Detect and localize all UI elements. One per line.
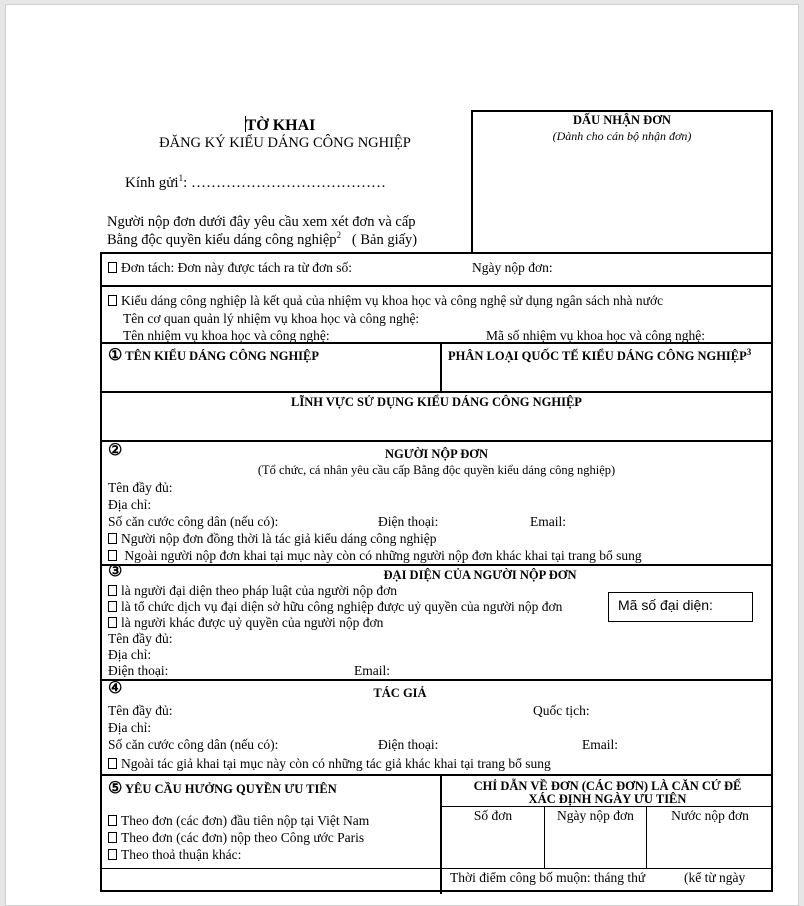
author-phone-label: Điện thoại: xyxy=(378,737,439,752)
option-label: Theo đơn (các đơn) đầu tiên nộp tại Việt Nam xyxy=(121,813,370,828)
checkbox-icon xyxy=(108,295,117,306)
heading-text: PHÂN LOẠI QUỐC TẾ KIỂU DÁNG CÔNG NGHIỆP xyxy=(448,349,747,363)
recipient-blank: : ………………………………… xyxy=(183,175,386,191)
science-agency-label: Tên cơ quan quản lý nhiệm vụ khoa học và công nghệ: xyxy=(123,311,420,326)
applicant-address-label: Địa chỉ: xyxy=(108,497,152,512)
section-number: ④ xyxy=(108,680,123,697)
field-of-use-heading: LĨNH VỰC SỬ DỤNG KIỂU DÁNG CÔNG NGHIỆP xyxy=(291,395,582,409)
option-label: là tổ chức dịch vụ đại diện sở hữu công nghiệp được uỷ quyền của người nộp đơn xyxy=(121,599,563,614)
checkbox-icon xyxy=(108,262,117,273)
checkbox-icon xyxy=(108,550,117,561)
option-label: Theo đơn (các đơn) nộp theo Công ước Paris xyxy=(121,830,365,845)
author-name-label: Tên đầy đủ: xyxy=(108,703,173,718)
priority-vietnam-checkbox[interactable] xyxy=(108,813,369,828)
rep-legal-checkbox[interactable] xyxy=(108,583,397,598)
option-label: là người khác được uỷ quyền của người nộp đơn xyxy=(121,615,384,630)
applicant-note: (Tổ chức, cá nhân yêu cầu cấp Bằng độc quyền kiểu dáng công nghiệp) xyxy=(257,463,616,477)
applicant-heading: NGƯỜI NỘP ĐƠN xyxy=(384,447,488,461)
design-name-heading xyxy=(108,348,319,364)
checkbox-icon xyxy=(108,601,117,612)
applicant-phone-label: Điện thoại: xyxy=(378,514,439,529)
author-address-label: Địa chỉ: xyxy=(108,720,152,735)
priority-ref-heading-2: XÁC ĐỊNH NGÀY ƯU TIÊN xyxy=(528,792,687,806)
request-line-2 xyxy=(107,230,418,248)
paper-option-checkbox[interactable]: ( Bản giấy) xyxy=(351,232,418,248)
priority-ref-heading-1: CHỈ DẪN VỀ ĐƠN (CÁC ĐƠN) LÀ CĂN CỨ ĐỂ xyxy=(473,779,742,793)
priority-paris-checkbox[interactable] xyxy=(108,830,364,845)
late-publication-from: (kể từ ngày xyxy=(684,870,746,885)
split-date-label: Ngày nộp đơn: xyxy=(472,260,553,275)
row-divider xyxy=(100,440,773,442)
rep-ip-service-checkbox[interactable] xyxy=(108,599,562,614)
section-number: ③ xyxy=(108,563,123,580)
row-divider xyxy=(100,564,773,566)
recipient-label: Kính gửi xyxy=(125,175,179,191)
priority-heading xyxy=(108,781,337,797)
form-subtitle: ĐĂNG KÝ KIỂU DÁNG CÔNG NGHIỆP xyxy=(159,135,411,151)
heading-text: TÊN KIỂU DÁNG CÔNG NGHIỆP xyxy=(125,349,320,363)
request-text: Bằng độc quyền kiểu dáng công nghiệp xyxy=(107,232,337,248)
science-task-checkbox[interactable] xyxy=(108,293,663,308)
classification-heading xyxy=(448,346,752,364)
recipient-line[interactable] xyxy=(125,173,386,191)
applicant-id-label: Số căn cước công dân (nếu có): xyxy=(108,514,279,529)
applicant-email-label: Email: xyxy=(530,514,566,529)
science-label: Kiểu dáng công nghiệp là kết quả của nhiệm vụ khoa học và công nghệ sử dụng ngân sách nhà nước xyxy=(121,293,664,308)
author-email-label: Email: xyxy=(582,737,618,752)
row-divider xyxy=(100,679,773,681)
column-divider xyxy=(440,342,442,392)
author-heading: TÁC GIẢ xyxy=(373,686,427,700)
priority-other-checkbox[interactable] xyxy=(108,847,241,862)
heading-text: YÊU CẦU HƯỞNG QUYỀN ƯU TIÊN xyxy=(125,782,337,796)
applicant-name-label: Tên đầy đủ: xyxy=(108,480,173,495)
checkbox-icon xyxy=(108,585,117,596)
option-label: Người nộp đơn đồng thời là tác giả kiểu dáng công nghiệp xyxy=(121,531,437,546)
split-label: Đơn tách: Đơn này được tách ra từ đơn số: xyxy=(121,260,353,275)
science-task-label: Tên nhiệm vụ khoa học và công nghệ: xyxy=(123,328,330,343)
checkbox-icon xyxy=(108,832,117,843)
footnote-ref: 2 xyxy=(336,230,342,241)
author-nationality-label: Quốc tịch: xyxy=(533,703,590,718)
rep-name-label: Tên đầy đủ: xyxy=(108,631,173,646)
rep-other-checkbox[interactable] xyxy=(108,615,383,630)
rep-phone-label: Điện thoại: xyxy=(108,663,169,678)
representative-heading: ĐẠI DIỆN CỦA NGƯỜI NỘP ĐƠN xyxy=(383,568,577,582)
other-authors-checkbox[interactable] xyxy=(108,756,551,771)
request-line-1: Người nộp đơn dưới đây yêu cầu xem xét đơn và cấp xyxy=(107,214,416,230)
checkbox-icon xyxy=(108,617,117,628)
col-application-number: Số đơn xyxy=(473,808,513,823)
option-label: Ngoài người nộp đơn khai tại mục này còn có những người nộp đơn khác khai tại trang bổ sung xyxy=(124,548,642,563)
author-id-label: Số căn cước công dân (nếu có): xyxy=(108,737,279,752)
footnote-ref: 3 xyxy=(746,346,752,357)
checkbox-icon xyxy=(108,533,117,544)
split-application-checkbox[interactable] xyxy=(108,260,352,275)
row-divider xyxy=(100,285,773,287)
checkbox-icon xyxy=(108,758,117,769)
section-number: ② xyxy=(108,442,123,459)
row-divider xyxy=(100,774,773,776)
section-number: ⑤ xyxy=(108,780,123,797)
stamp-note: (Dành cho cán bộ nhận đơn) xyxy=(552,129,692,143)
option-label: là người đại diện theo pháp luật của người nộp đơn xyxy=(121,583,397,598)
rep-code-box[interactable] xyxy=(608,592,753,622)
row-divider xyxy=(100,391,773,393)
section-number: ① xyxy=(108,347,123,364)
other-applicants-checkbox[interactable] xyxy=(108,548,642,563)
rep-code-label: Mã số đại diện: xyxy=(618,597,713,613)
science-code-label: Mã số nhiệm vụ khoa học và công nghệ: xyxy=(486,328,705,343)
option-label: Theo thoả thuận khác: xyxy=(121,847,242,862)
checkbox-icon xyxy=(108,815,117,826)
late-publication-label: Thời điểm công bố muộn: tháng thứ xyxy=(450,870,646,885)
col-filing-date: Ngày nộp đơn xyxy=(557,808,634,823)
row-divider xyxy=(102,868,773,869)
col-filing-country: Nước nộp đơn xyxy=(671,808,749,823)
rep-email-label: Email: xyxy=(354,663,390,678)
form-title: TỜ KHAI xyxy=(245,117,316,134)
footnote-ref: 1 xyxy=(178,173,184,183)
rep-address-label: Địa chỉ: xyxy=(108,647,152,662)
option-label: Ngoài tác giả khai tại mục này còn có những tác giả khác khai tại trang bổ sung xyxy=(121,756,551,771)
applicant-is-author-checkbox[interactable] xyxy=(108,531,437,546)
stamp-title: DẤU NHẬN ĐƠN xyxy=(573,113,671,127)
checkbox-icon xyxy=(108,849,117,860)
